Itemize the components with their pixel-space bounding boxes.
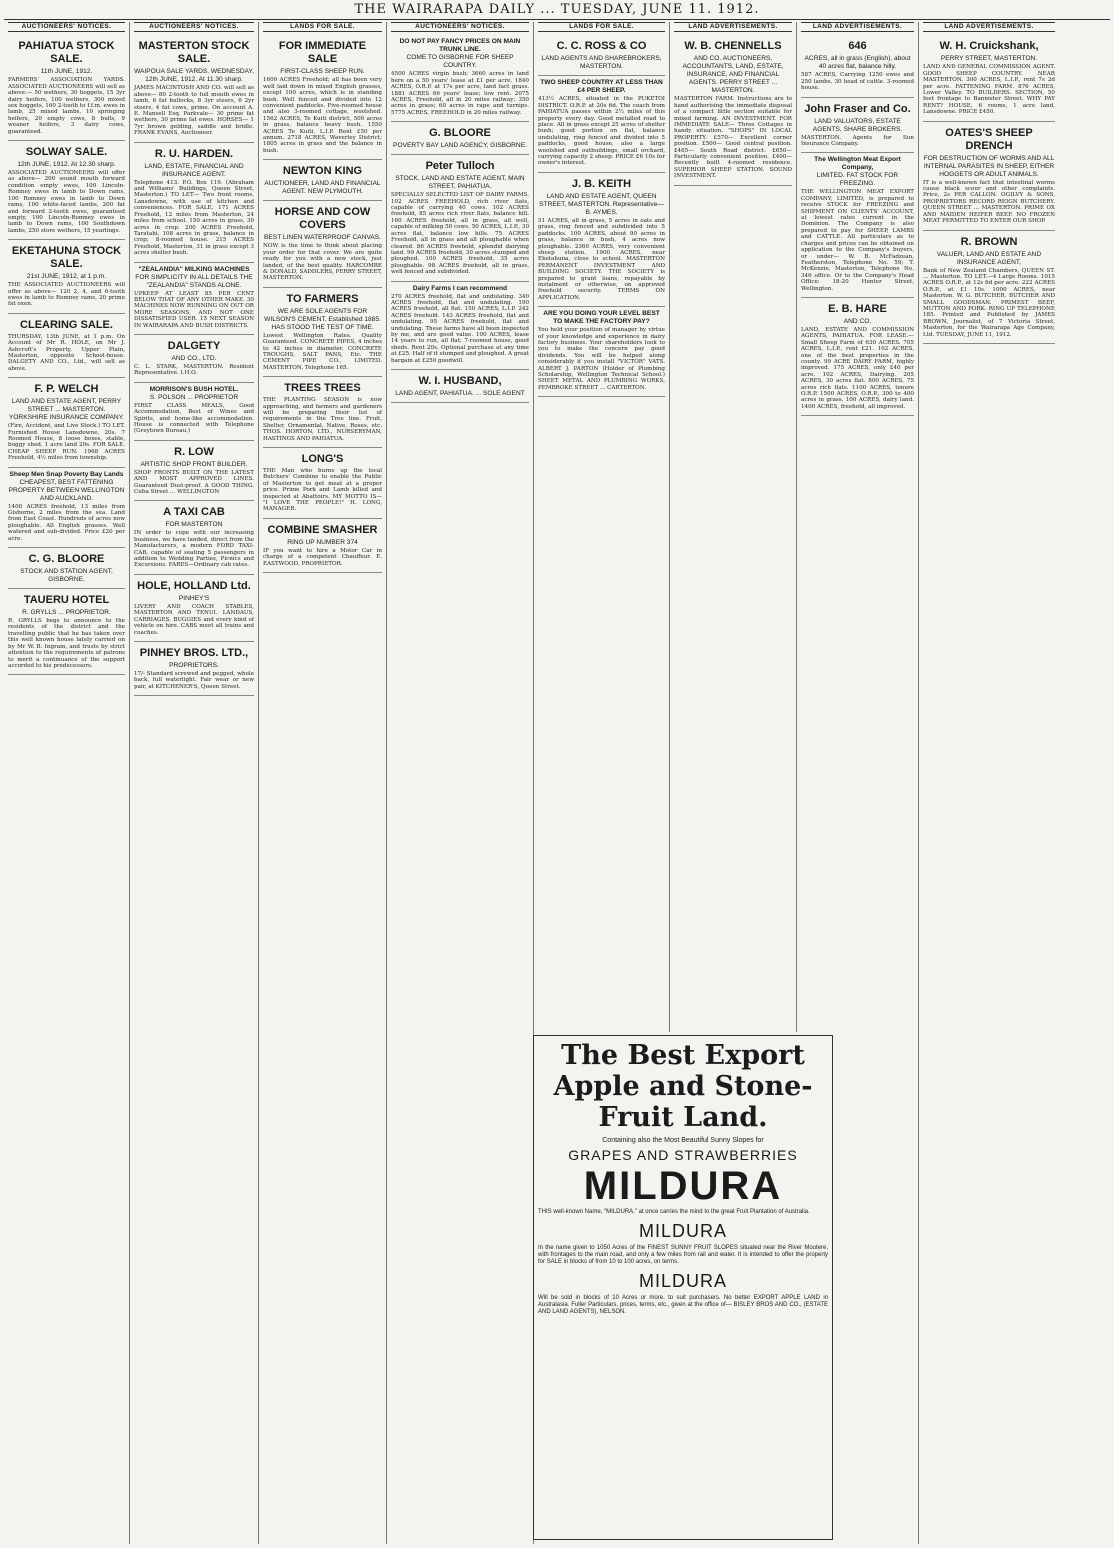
ad-body: You held your position of manager by virtue of your knowledge and experience in dairy factory business. Your shareholders look to you to make the concern pay good dividends. You will be helped along considerably if you install "VICTOR" VATS. ALBERT J. PARTON (Holder of Plumbing Scholarship, Wellington Technical School.) SHEET METAL AND PLUMBING WORKS, PEMBROKE STREET ... CARTERTON. bbox=[538, 327, 665, 391]
ad-body: IF you want to hire a Motor Car in charge of a competent Chauffeur. E. EASTWOOD, PROPRIETOR. bbox=[263, 547, 382, 567]
advertisement bbox=[263, 288, 382, 377]
advertisement bbox=[263, 160, 382, 201]
ad-title: W. H. Cruickshank, bbox=[939, 40, 1039, 53]
ad-body: LAND, ESTATE AND COMMISSION AGENTS, PAHIATUA. FOR LEASE.—Small Sheep Farm of 630 ACRES. 705 ACRES, L.I.P., rent £21. 102 ACRES, one of the best properties in the county. 99 ACRE DAIRY FARM, highly improved. 175 ACRES, only £40 per acre. 102 ACRES, Dairying. 205 ACRES, 30 acres flat. 800 ACRES, 75 acres rich flats. 1100 ACRES, tenure O.R.P. 1500 ACRES, O.R.P., 300 to 400 acres in grass. 100 ACRES, dairy land. 1400 ACRES, freehold, all improved. bbox=[801, 326, 914, 410]
ad-body: THE PLANTING SEASON is now approaching, and farmers and gardeners will be preparing their list of requirements in the Tree line. Fruit, Shelter, Ornamental, Native, Roses, etc. THOS. HORTON, LTD., NURSERYMAN, HASTINGS AND PAHIATUA. bbox=[263, 397, 382, 442]
ad-body: IN order to cope with our increasing business, we have landed, direct from the Manufacturers, a modern FORD TAXI-CAB, capable of seating 5 passengers in addition to Wedding Parties, Picnics and Excursions. FARES—Ordinary cab rates. bbox=[134, 530, 254, 569]
advertisement bbox=[8, 589, 125, 675]
column-header: LAND ADVERTISEMENTS. bbox=[923, 22, 1055, 32]
advertisement bbox=[134, 441, 254, 502]
column-header: LAND ADVERTISEMENTS. bbox=[801, 22, 914, 32]
ad-body: FARMERS' ASSOCIATION YARDS. ASSOCIATED AUCTIONEERS will sell as above:— 50 wethers, 30 hoggets, 15 3yr dairy heifers, 100 wethers, 300 mixed sex hoggets, 160 2-tooth to f.f.m. ewes in lamb, 25 mixed lambs, 10 springing heifers, 20 empty cows, 8 bulls, 9 weaner heifers, 3 dairy cows, guaranteed. bbox=[8, 77, 125, 135]
ad-body: THE WELLINGTON MEAT EXPORT COMPANY, LIMITED, is prepared to receive STOCK for FREEZING and SHIPMENT ON CLIENTS' ACCOUNT, at lowest rates current in the Dominion. The Company is also prepared to pay for SHEEP, LAMBS and CATTLE. All particulars as to charges and prices can be obtained on application to the Company's buyers, or under— W. B. McFadzean, Featherston, Telephone No. 59; T. McKenzie, Masterton, Telephone No. 346 office. Or to the Company's Head Office: 18-20 Hunter Street, Wellington. bbox=[801, 189, 914, 292]
advertisement bbox=[8, 35, 125, 141]
advertisement bbox=[263, 377, 382, 448]
ad-subtitle: FIRST-CLASS SHEEP RUN. bbox=[280, 68, 365, 76]
advertisement bbox=[8, 378, 125, 467]
ad-title: E. B. HARE bbox=[828, 302, 887, 315]
ad-subtitle: S. POLSON ... PROPRIETOR bbox=[149, 393, 239, 401]
ad-title: LONG'S bbox=[301, 453, 344, 465]
advertisement bbox=[391, 155, 529, 281]
ad-subtitle: POVERTY BAY LAND AGENCY, GISBORNE. bbox=[393, 142, 527, 150]
ad-body: R. GRYLLS begs to announce to the residents of the district and the travelling public that he has taken over this well known house lately carried on by Mr W. B. Ingram, and trusts by strict attention to the requirements of patrons to merit a continuance of the support accorded to his predecessors. bbox=[8, 618, 125, 669]
ad-subtitle: 12th JUNE, 1912. At 12.30 sharp. bbox=[17, 161, 116, 169]
advertisement bbox=[263, 448, 382, 519]
ad-subtitle: STOCK AND STATION AGENT, GISBORNE. bbox=[20, 568, 113, 584]
ad-subtitle: LIMITED. FAT STOCK FOR FREEZING. bbox=[816, 172, 899, 188]
advertisement bbox=[134, 501, 254, 574]
ad-title: CLEARING SALE. bbox=[20, 318, 113, 331]
advertisement bbox=[263, 519, 382, 573]
ad-title: HOLE, HOLLAND Ltd. bbox=[137, 579, 251, 592]
ad-subtitle: FOR SIMPLICITY IN ALL DETAILS THE "ZEALANDIA" STANDS ALONE. bbox=[135, 273, 253, 289]
ad-title: J. B. KEITH bbox=[571, 177, 632, 190]
ad-title: R. LOW bbox=[174, 445, 214, 458]
ad-body: 1400 ACRES freehold, 13 miles from Gisborne, 2 miles from the sea. Land from East Coast. Hundreds of acres now ploughable. All English grasses. Well watered and sub-divided. Price £20 per acre. bbox=[8, 503, 125, 542]
ad-subtitle: FOR MASTERTON bbox=[165, 521, 223, 529]
ad-body: MASTERTON FARM. Instructions are to hand authorising the immediate disposal of a compact little section suitable for mixed farming. AN INVESTMENT. FOR IMMEDIATE SALE— Three Cottages in handy situation. "SHOPS" IN LOCAL PROPERTY. £570— Excellent corner position. £500— Good central position. £465— South Road district. £650— Particularly convenient position. £400— Recently built 4-roomed residence. SUPERIOR SHEEP STATION. SOUND INVESTMENT. bbox=[674, 96, 792, 180]
ad-title: Peter Tulloch bbox=[425, 160, 495, 173]
advertisement bbox=[923, 231, 1055, 344]
masthead-rule bbox=[4, 19, 1110, 20]
ad-title: MORRISON'S BUSH HOTEL. bbox=[149, 385, 239, 393]
ad-subtitle: AND CO. bbox=[843, 317, 872, 325]
ad-title: The Wellington Meat Export Company, bbox=[814, 156, 901, 172]
ad-subtitle: ARTISTIC SHOP FRONT BUILDER. bbox=[140, 460, 248, 468]
ad-title: DALGETY bbox=[167, 339, 221, 352]
advertisement bbox=[801, 153, 914, 298]
advertisement bbox=[134, 642, 254, 696]
ad-body: 270 ACRES freehold, flat and undulating. 340 ACRES freehold, flat and undulating. 190 ACRES freehold, all flat. 150 ACRES, L.I.P. 242 ACRES freehold. 143 ACRES freehold, flat and undulating. 95 ACRES freehold, flat and undulating. These farms have all been inspected by me, and are good value. 100 ACRES, lease 14 years to run, all flat; 7-roomed house, good sheds. Rent 20s. Optional purchase at any time at £25. Half of it stumped and ploughed. A great bargain at £250 goodwill. bbox=[391, 293, 529, 364]
ad-body: UPKEEP AT LEAST 85 PER CENT BELOW THAT OF ANY OTHER MAKE. 30 MACHINES NOW RUNNING ON OUT OR MORE SEASONS, AND NOT ONE DISSATISFIED USER. 15 NEXT SEASON IN WAIRARAPA AND BUSH DISTRICTS. bbox=[134, 290, 254, 329]
ad-subtitle: RING UP NUMBER 374 bbox=[287, 538, 358, 546]
ad-body: Telephone 413. P.O. Box 119. (Abraham and Williams' Buildings, Queen Street, Masterton.) TO LET— Two front rooms, Lansdowne, with use of kitchen and conveniences. FOR SALE. 171 ACRES Freehold, 12 miles from Masterton, 24 miles from school. 150 acres in grass, 30 acres in crop. 200 ACRES Freehold, Taratahi, 108 acres in grass, balance in crop; 8-roomed house. 215 ACRES Freehold, Masterton, 31 in grass except 3 acres shelter bush. bbox=[134, 179, 254, 257]
ad-subtitle: FOR DESTRUCTION OF WORMS AND ALL INTERNAL PARASITES IN SHEEP, EITHER HOGGETS OR ADULT ANIMALS. bbox=[923, 154, 1055, 178]
advertisement bbox=[134, 263, 254, 335]
ad-body: 51 ACRES, all in grass, 5 acres in oats and grass, ring fenced and subdivided into 5 paddocks. 100 ACRES, about 90 acres in grass, balance in bush, 4 acres now ploughable. 2360 ACRES, very convenient sheep station. 1900 ACRES, near Eketahuna, close to school. MASTERTON PERMANENT INVESTMENT AND BUILDING SOCIETY. THE SOCIETY is prepared to grant loans, repayable by instalment or otherwise, on approved freehold security. TERMS ON APPLICATION. bbox=[538, 217, 665, 301]
column-6 bbox=[670, 22, 797, 1032]
ad-body: Bank of New Zealand Chambers, QUEEN ST. ... Masterton. TO LET.—4 Large Rooms. 1015 ACRES O.R.P., at 12s 6d per acre. 222 ACRES O.R.P., at £1 10s. 1000 ACRES, near Masterton. W. G. BUTCHER. BUTCHER AND SMALL GOODSMAN. PRIMEST BEEF, MUTTON AND PORK. RING UP TELEPHONE 185. Printed and Published by JAMES BROWN, Journalist, of 7 Victoria Street, Masterton, for the Wairarapa Age Company, Ltd. TUESDAY, JUNE 11, 1912. bbox=[923, 267, 1055, 338]
column-5 bbox=[534, 22, 670, 1032]
ad-title: R. U. HARDEN. bbox=[154, 147, 234, 160]
advertisement bbox=[801, 35, 914, 97]
ad-subtitle: AND CO. AUCTIONEERS, ACCOUNTANTS, LAND, ESTATE, INSURANCE, AND FINANCIAL AGENTS. PERRY STREET ... MASTERTON. bbox=[682, 55, 784, 95]
advertisement bbox=[8, 314, 125, 378]
column-1 bbox=[4, 22, 130, 1544]
ad-subtitle: BEST LINEN WATERPROOF CANVAS. bbox=[264, 234, 381, 242]
ad-subtitle: ACRES, all in grass (English), about 40 acres flat, balance hilly. bbox=[804, 55, 911, 71]
ad-title: R. BROWN bbox=[960, 235, 1018, 248]
ad-title: COMBINE SMASHER bbox=[267, 523, 378, 536]
ad-title: C. C. ROSS & CO bbox=[556, 40, 647, 53]
advertisement bbox=[134, 143, 254, 263]
ad-body: IT is a well-known fact that intestinal worms cause black scour and other complaints. Price, 2s PER CALLON. OGILVY & SONS, PROPRIETORS RECORD REIGN BUTCHERY. QUEEN STREET ... MASTERTON. PRIME OX AND MAIDEN HEIFER BEEF. NO FROZEN MEAT PERMITTED TO ENTER OUR SHOP. bbox=[923, 179, 1055, 225]
ad-body: Lowest Wellington Rates. Quality Guaranteed. CONCRETE PIPES, 4 inches to 42 inches in diameter. CONCRETE TROUGHS, SALT PANS, Etc. THE CEMENT PIPE CO., LIMITED. MASTERTON. Telephone 165. bbox=[263, 332, 382, 371]
advertisement bbox=[538, 35, 665, 76]
ad-subtitle: PERRY STREET, MASTERTON. bbox=[940, 55, 1038, 63]
mildura-sub: Containing also the Most Beautiful Sunny Slopes for bbox=[602, 1137, 764, 1144]
ad-subtitle: VALUER, LAND AND ESTATE AND INSURANCE AGENT, bbox=[936, 250, 1042, 266]
advertisement bbox=[134, 383, 254, 441]
ad-subtitle: LAND AGENTS AND SHAREBROKERS, MASTERTON. bbox=[541, 55, 662, 71]
advertisement bbox=[8, 548, 125, 589]
ad-title: FOR IMMEDIATE SALE bbox=[278, 40, 367, 66]
column-8 bbox=[919, 22, 1059, 1544]
ad-body: JAMES MACINTOSH AND CO. will sell as above— 80 2-tooth to full mouth ewes in lamb, 6 fat bullocks, 8 3yr steers, 6 2yr steers, 4 fat cows, prime. On account A. E. Mansell Esq. Parkvale— 30 prime fat wethers, 30 prime fat ewes. HORSES— 1 7yr brown gelding, saddle and bridle. FRANK EVANS, Auctioneer. bbox=[134, 85, 254, 137]
column-header: LAND ADVERTISEMENTS. bbox=[674, 22, 792, 32]
advertisement bbox=[263, 201, 382, 287]
ad-subtitle: PINHEY'S bbox=[178, 594, 210, 602]
ad-title: NEWTON KING bbox=[282, 165, 363, 178]
advertisement bbox=[8, 141, 125, 240]
advertisement bbox=[391, 35, 529, 122]
advertisement bbox=[674, 35, 792, 185]
column-header: LANDS FOR SALE. bbox=[263, 22, 382, 32]
ad-body: 1600 ACRES Freehold; all has been very well laid down in mixed English grasses, except 100 acres, which is in standing bush. Well fenced and divided into 12 convenient paddocks. Five-roomed house and also 3-roomed cottage, woolshed. 1562 ACRES, Te Kuiti district, 500 acres in grass, balance heavy bush. 1550 ACRES Te Kuiti, L.I.P. Rent £50 per annum. 2718 ACRES, Waverley District; 1805 acres in grass and the balance in bush. bbox=[263, 77, 382, 154]
ad-subtitle: STOCK, LAND AND ESTATE AGENT, MAIN STREET, PAHIATUA. bbox=[395, 175, 525, 191]
ad-body: 4500 ACRES virgin bush; 3660 acres in land here on a 50 years' lease at £1 per acre. 1840 ACRES, O.R.P. at 17s per acre, land fact grass. 1881 ACRES 66 years' lease; low rent. 2075 ACRES, Freehold, all in 20 miles railway; 350 acres in grass; 60 acres in rape and turnips. 5775 ACRES, FREEHOLD in 20 miles railway. bbox=[391, 71, 529, 116]
mildura-body-2: In the name given to 1050 Acres of the FINEST SUNNY FRUIT SLOPES situated near the River Moutere, with frontages to the main road, and only a few miles from rail and water. It is intended to offer the property for SALE in blocks of from 10 to 100 acres, on terms. bbox=[538, 1245, 828, 1265]
ad-body: C. L. STARK, MASTERTON. Resident Representative. I.H.O. bbox=[134, 363, 254, 377]
ad-subtitle: AUCTIONEER, LAND AND FINANCIAL AGENT. NEW PLYMOUTH. bbox=[264, 180, 381, 196]
advertisement bbox=[538, 76, 665, 172]
ad-body: 587 ACRES, Carrying 1250 ewes and 250 lambs, 30 head of cattle. 3-roomed house. bbox=[801, 72, 914, 92]
advertisement bbox=[391, 370, 529, 403]
ad-body: THURSDAY, 13th JUNE, at 1 p.m. On Account of Mr R. HOLE, on Mr J. Ashcroft's Property, Upper Plain, Masterton, opposite School-house. DALGETY AND CO., Ltd., will sell as above. bbox=[8, 333, 125, 372]
ad-body: MASTERTON. Agents for Sun Insurance Company. bbox=[801, 134, 914, 148]
column-header: AUCTIONEERS' NOTICES. bbox=[8, 22, 125, 32]
ad-title: C. G. BLOORE bbox=[28, 553, 105, 566]
advertisement bbox=[263, 35, 382, 160]
column-2 bbox=[130, 22, 259, 1544]
mildura-name-3: MILDURA bbox=[638, 1271, 727, 1291]
advertisement bbox=[8, 240, 125, 314]
ad-title: 646 bbox=[848, 40, 867, 53]
advertisement bbox=[8, 468, 125, 548]
ad-title: TO FARMERS bbox=[286, 292, 359, 305]
ad-body: (Fire, Accident, and Live Stock.) TO LET. Furnished House Lansdowne, 20s. 7 Roomed House, 8 loose boxes, stable, buggy shed, 1 acre land 20s. FOR SALE. CHEAP SHEEP RUN. 1968 ACRES Freehold, 4½ miles from township. bbox=[8, 423, 125, 462]
ad-subtitle: LAND AND ESTATE AGENT, QUEEN STREET, MASTERTON. Representative—B. AYMES. bbox=[539, 192, 664, 216]
ad-subtitle: PROPRIETORS. bbox=[169, 661, 219, 669]
ad-title: TAUERU HOTEL bbox=[23, 594, 110, 607]
ad-title: EKETAHUNA STOCK SALE. bbox=[11, 245, 122, 271]
advertisement bbox=[134, 35, 254, 142]
ad-title: W. B. CHENNELLS bbox=[684, 40, 782, 53]
advertisement bbox=[538, 307, 665, 397]
ad-title: ARE YOU DOING YOUR LEVEL BEST TO MAKE THE FACTORY PAY? bbox=[543, 310, 660, 326]
ad-body: 17/- Standard screwed and pegged, whole back, full waterlight. Fair wear or new pair, at KITCHENER'S, Queen Street. bbox=[134, 670, 254, 690]
mildura-name: MILDURA bbox=[583, 1164, 783, 1208]
mildura-body-3: Will be sold in blocks of 10 Acres or more, to suit purchasers. No better EXPORT APPLE LAND in Australasia. Fuller Particulars, prices, terms, etc., given at the office of— BISLEY BROS AND CO., (ESTATE AND LAND AGENTS), NELSON. bbox=[538, 1295, 828, 1315]
ad-subtitle: LAND, ESTATE, FINANCIAL AND INSURANCE AGENT. bbox=[144, 162, 244, 178]
advertisement bbox=[538, 173, 665, 307]
advertisement bbox=[801, 98, 914, 154]
ad-title: John Fraser and Co. bbox=[804, 102, 911, 115]
ad-subtitle: 11th JUNE, 1912. bbox=[40, 68, 93, 76]
ad-title: F. P. WELCH bbox=[34, 383, 99, 396]
ad-title: W. I. HUSBAND, bbox=[418, 375, 502, 387]
ad-subtitle: AND CO., LTD. bbox=[171, 354, 217, 362]
ad-body: THE Man who burns up the local Butchers' Combine to enable the Public of Masterton to get meat at a proper price. Prime Pork and Lamb killed and inspected at Abattoirs. MY MOTTO IS— "I LOVE THE PEOPLE!" H. LONG, MANAGER. bbox=[263, 468, 382, 513]
advertisement bbox=[923, 122, 1055, 231]
mildura-headline: The Best Export Apple and Stone-Fruit Land. bbox=[553, 1040, 813, 1133]
column-3 bbox=[259, 22, 387, 1544]
ad-title: SOLWAY SALE. bbox=[25, 146, 108, 159]
ad-title: HORSE AND COW COVERS bbox=[274, 206, 371, 232]
ad-body: THE ASSOCIATED AUCTIONEERS will offer as above— 120 2, 4, and 6-tooth ewes in lamb to Romney rams, 20 prime fat oxen. bbox=[8, 282, 125, 308]
advertisement bbox=[923, 35, 1055, 121]
ad-subtitle: CHEAPEST, BEST FATTENING PROPERTY BETWEEN WELLINGTON AND AUCKLAND. bbox=[8, 478, 125, 502]
ad-subtitle: LAND VALUATORS, ESTATE AGENTS, SHARE BROKERS. bbox=[812, 117, 903, 133]
ad-subtitle: LAND AND ESTATE AGENT, PERRY STREET ... MASTERTON. YORKSHIRE INSURANCE COMPANY. bbox=[8, 398, 125, 422]
mildura-body: THIS well-known Name, "MILDURA," at once carries the mind to the great Fruit Plantation of Australia. bbox=[538, 1209, 810, 1215]
mildura-name-2: MILDURA bbox=[638, 1221, 727, 1241]
advertisement bbox=[134, 335, 254, 383]
ad-body: FIRST CLASS MEALS, Good Accommodation, Best of Wines and Spirits, and home-like accommodation. House is connected with Telephone (Greytown Bureau.) bbox=[134, 402, 254, 435]
ad-subtitle: WE ARE SOLE AGENTS FOR WILSON'S CEMENT. Established 1885. HAS STOOD THE TEST OF TIME. bbox=[264, 307, 381, 331]
advertisement bbox=[134, 575, 254, 642]
ad-subtitle: LAND AGENT, PAHIATUA. ... SOLE AGENT bbox=[395, 390, 525, 397]
masthead: THE WAIRARAPA DAILY ... TUESDAY, JUNE 11. 1912. bbox=[354, 2, 760, 17]
ad-title: MASTERTON STOCK SALE. bbox=[138, 40, 250, 66]
ad-title: Sheep Men Snap Poverty Bay Lands bbox=[9, 470, 124, 478]
ad-title: Dairy Farms I can recommend bbox=[412, 284, 508, 292]
ad-title: PAHIATUA STOCK SALE. bbox=[18, 40, 115, 66]
ad-body: NOW is the time to think about placing your order for that cover. We are quite ready for you with a new stock, just landed, of the best quality. HARCOMBE & DONALD, SADDLERS, PERRY STREET, MASTERTON. bbox=[263, 243, 382, 282]
ad-title: TWO SHEEP COUNTRY AT LESS THAN £4 PER SHEEP. bbox=[540, 79, 663, 95]
mildura-grapes: GRAPES AND STRAWBERRIES bbox=[568, 1147, 798, 1163]
mildura-advert bbox=[533, 1035, 833, 1540]
advertisement bbox=[391, 282, 529, 370]
ad-subtitle: WAIPOUA SALE YARDS. WEDNESDAY, 12th JUNE, 1912. At 11.30 sharp. bbox=[134, 68, 254, 84]
ad-subtitle: COME TO GISBORNE FOR SHEEP COUNTRY. bbox=[406, 54, 514, 70]
ad-title: PINHEY BROS. LTD., bbox=[139, 646, 249, 659]
column-header: AUCTIONEERS' NOTICES. bbox=[134, 22, 254, 32]
ad-title: A TAXI CAB bbox=[163, 506, 225, 519]
ad-title: G. BLOORE bbox=[429, 127, 491, 140]
advertisement bbox=[391, 122, 529, 155]
column-header: LANDS FOR SALE. bbox=[538, 22, 665, 32]
ad-body: SHOP FRONTS BUILT ON THE LATEST AND MOST APPROVED LINES. Guaranteed Dust-proof. A GOOD THING. Cuba Street ... WELLINGTON bbox=[134, 469, 254, 496]
ad-subtitle: 21st JUNE, 1912, at 1 p.m. bbox=[26, 273, 107, 281]
ad-body: LIVERY AND COACH STABLES, MASTERTON AND TENUI. LANDAUS, CARRIAGES, BUGGIES and every kind of vehicle on hire. CABS meet all trains and coaches. bbox=[134, 603, 254, 636]
ad-body: LAND AND GENERAL COMMISSION AGENT. GOOD SHEEP COUNTRY. NEAR MASTERTON. 300 ACRES, L.I.P., rent 7s 2d per acre. FATTENING FARM. 876 ACRES, Lower Valley. TO BUILDERS. SECTION, 50 feet frontage to Bannister Street. WHY PAY RENT? HOUSE, 6 rooms, 1 acre land, Lansdowne. PRICE £450. bbox=[923, 64, 1055, 116]
ad-body: ASSOCIATED AUCTIONEERS will offer as above— 200 sound mouth forward condition empty ewes, 100 Lincoln-Romney ewes in lamb to Down rams, 100 Romney ewes in lamb to Down rams, 100 white-faced lambs, 200 fat and forward 2-tooth ewes, guaranteed empty, 100 Lincoln-Romney ewes in lamb to Down rams, 100 Southdown lambs, 250 store wethers, 15 yearlings. bbox=[8, 170, 125, 234]
ad-body: SPECIALLY SELECTED LIST OF DAIRY FARMS. 102 ACRES FREEHOLD, rich river flats, capable of carrying 40 cows. 102 ACRES freehold, 85 acres rich river flats, balance hill. 160 ACRES freehold, all in grass, all well, capable of milking 50 cows. 50 ACRES, L.I.P., 30 acres flat, balance low hills. 75 ACRES Freehold, all in grass and all ploughable when cleared. 86 ACRES freehold, splendid dairying land. 99 ACRES freehold, 30 acres stumped and ploughed. 100 ACRES freehold, 35 acres ploughable. 98 ACRES freehold, all in grass, well fenced and subdivided. bbox=[391, 192, 529, 276]
ad-title: DO NOT PAY FANCY PRICES ON MAIN TRUNK LINE. bbox=[399, 38, 521, 54]
column-header: AUCTIONEERS' NOTICES. bbox=[391, 22, 529, 32]
ad-subtitle: R. GRYLLS ... PROPRIETOR. bbox=[22, 609, 111, 617]
advertisement bbox=[801, 298, 914, 416]
ad-title: "ZEALANDIA" MILKING MACHINES bbox=[138, 265, 250, 273]
ad-title: OATES'S SHEEP DRENCH bbox=[945, 126, 1033, 152]
ad-title: TREES TREES bbox=[284, 382, 361, 395]
column-4 bbox=[387, 22, 534, 1544]
ad-body: 413½ ACRES, situated in the PUKETOI DISTRICT. O.R.P. at 20s 6d. The coach from PAHIATUA passes within 2½ miles of this property every day. Good metalled road to place. All in grass except 25 acres of shelter bush; good portion on flat, balance undulating, ring fenced and divided into 5 paddocks, good house, also a large woolshed and outbuildings, small orchard, carrying capacity 2 sheep. PRICE £6 10s for owner's interest. bbox=[538, 96, 665, 167]
